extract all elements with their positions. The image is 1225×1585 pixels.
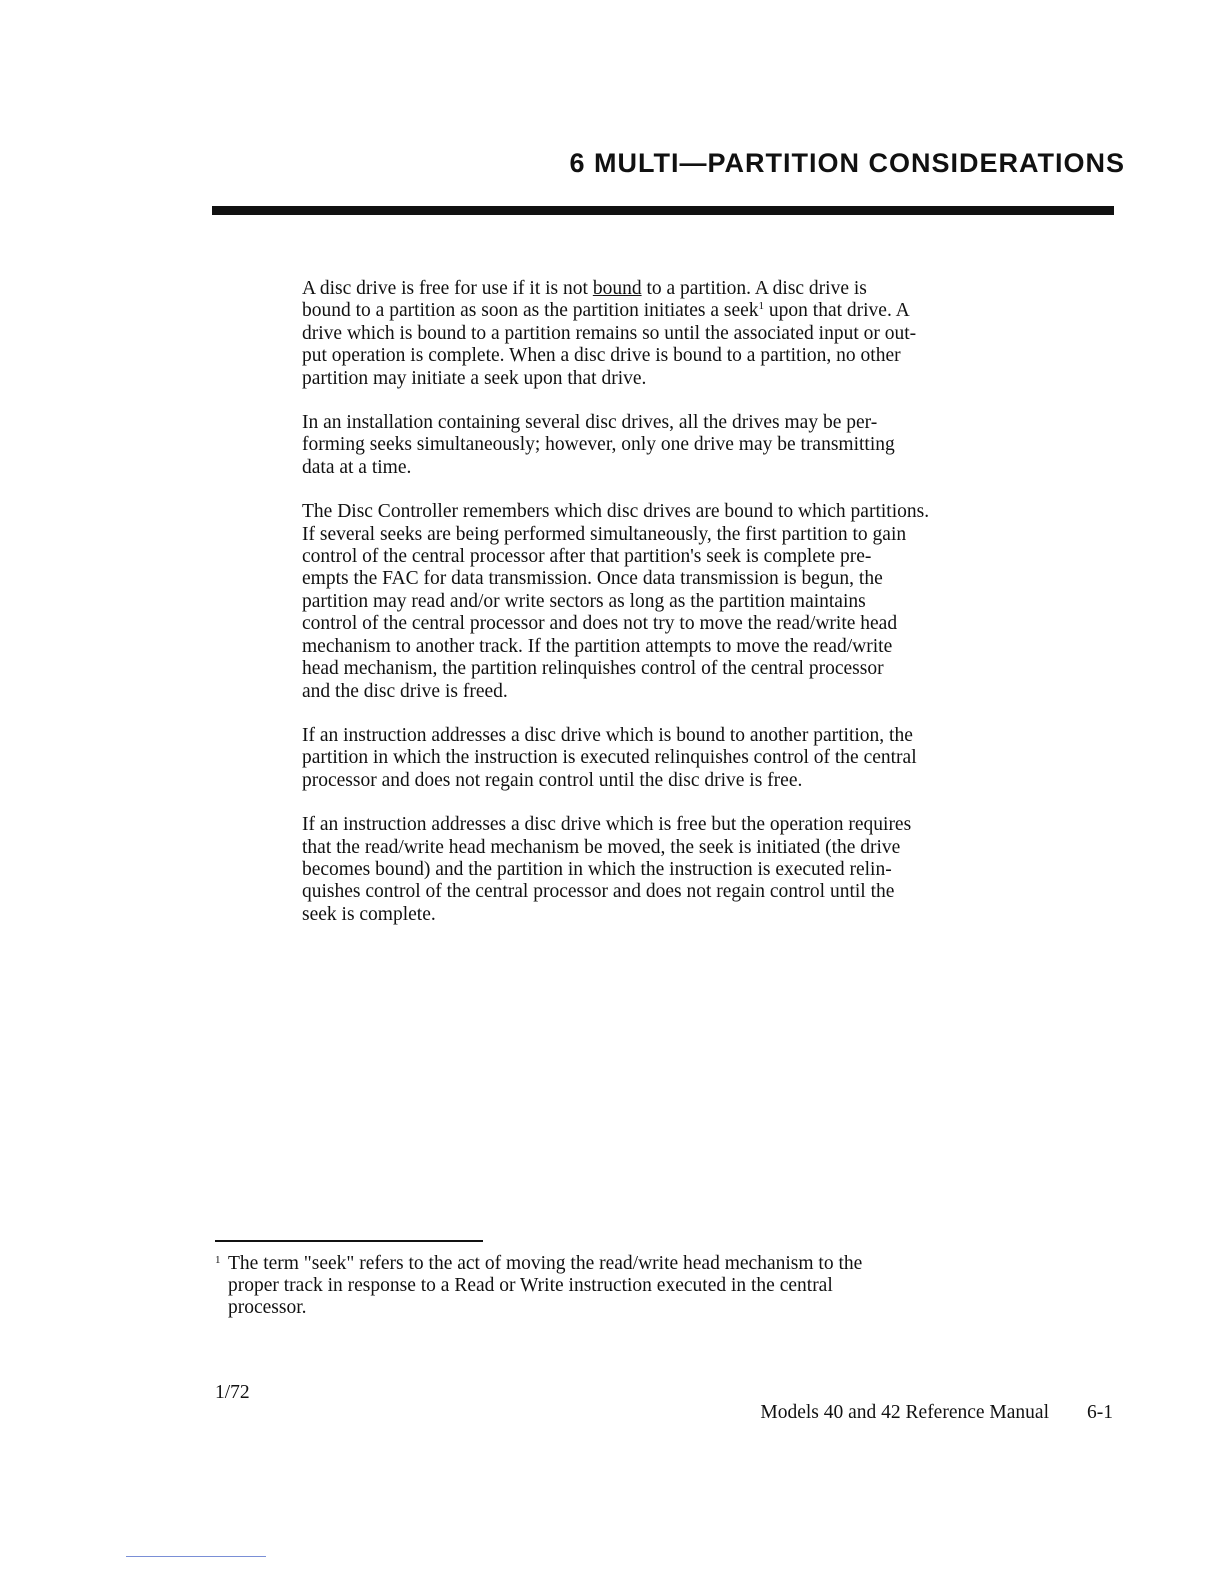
paragraph-free-drive-seek <box>302 814 1142 926</box>
page-number: 6-1 <box>1087 1402 1113 1423</box>
text-line: control of the central processor after that partition's seek is complete pre- <box>302 546 872 568</box>
text-line: If an instruction addresses a disc drive which is free but the operation requires <box>302 814 912 836</box>
footnote-marker: 1 <box>215 1254 221 1266</box>
text-line: and the disc drive is freed. <box>302 680 508 702</box>
text-line: head mechanism, the partition relinquishes control of the central processor <box>302 658 884 680</box>
footnote-line: The term "seek" refers to the act of moving the read/write head mechanism to the <box>228 1253 863 1274</box>
text-line: empts the FAC for data transmission. Once data transmission is begun, the <box>302 568 883 590</box>
paragraph-bound-drive <box>302 278 1142 390</box>
title-rule <box>212 206 1114 215</box>
footnote <box>215 1253 1095 1319</box>
footnote-reference[interactable]: 1 <box>758 300 765 313</box>
text-line: bound to a partition as soon as the partition initiates a seek$^1$ upon that drive. A <box>302 300 910 322</box>
text-line: seek is complete. <box>302 903 436 925</box>
paragraph-simultaneous-seeks <box>302 412 1142 479</box>
text-line: becomes bound) and the partition in which the instruction is executed relin- <box>302 858 892 880</box>
text-line: partition may read and/or write sectors as long as the partition maintains <box>302 590 866 612</box>
body-text <box>302 278 1142 948</box>
text-line: forming seeks simultaneously; however, only one drive may be transmitting <box>302 434 895 456</box>
footnote-line: processor. <box>228 1297 307 1318</box>
footnote-line: proper track in response to a Read or Write instruction executed in the central <box>228 1275 833 1296</box>
footer-manual <box>760 1402 1113 1424</box>
footnote-rule <box>215 1240 483 1242</box>
text-line: processor and does not regain control until the disc drive is free. <box>302 769 803 791</box>
text-line: The Disc Controller remembers which disc drives are bound to which partitions. <box>302 501 930 523</box>
text-line: If an instruction addresses a disc drive which is bound to another partition, the <box>302 724 913 746</box>
text-line: control of the central processor and does not try to move the read/write head <box>302 613 898 635</box>
text-line: In an installation containing several disc drives, all the drives may be per- <box>302 412 878 434</box>
manual-title: Models 40 and 42 Reference Manual <box>760 1402 1049 1423</box>
text-line: If several seeks are being performed simultaneously, the first partition to gain <box>302 523 907 545</box>
text-line: data at a time. <box>302 456 412 478</box>
emphasis-bound: bound <box>592 278 642 299</box>
text-line: that the read/write head mechanism be moved, the seek is initiated (the drive <box>302 836 901 858</box>
text-line: put operation is complete. When a disc drive is bound to a partition, no other <box>302 345 901 367</box>
text-line: quishes control of the central processor and does not regain control until the <box>302 881 895 903</box>
text-line: drive which is bound to a partition remains so until the associated input or out- <box>302 322 917 344</box>
text-line: A disc drive is free for use if it is not bound to a partition. A disc drive is <box>302 278 867 299</box>
chapter-title: 6 MULTI—PARTITION CONSIDERATIONS <box>569 148 1125 178</box>
bottom-link-underline <box>126 1556 266 1557</box>
paragraph-disc-controller <box>302 501 1142 703</box>
text-line: mechanism to another track. If the partition attempts to move the read/write <box>302 635 893 657</box>
text-line: partition may initiate a seek upon that drive. <box>302 367 647 389</box>
text-line: partition in which the instruction is executed relinquishes control of the central <box>302 747 917 769</box>
paragraph-bound-to-another <box>302 725 1142 792</box>
footer-date: 1/72 <box>215 1382 250 1403</box>
